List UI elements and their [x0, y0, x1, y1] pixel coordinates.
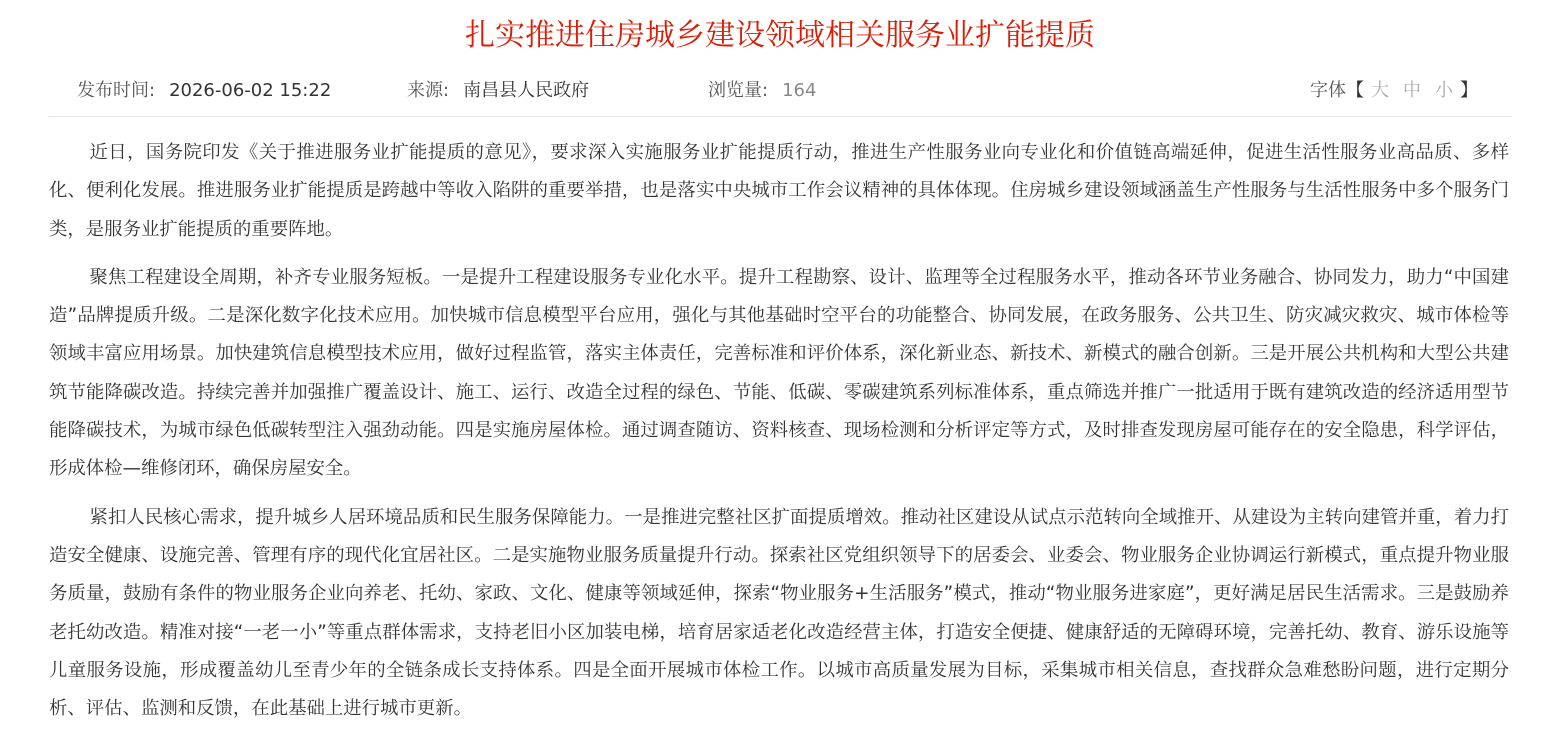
views-label: 浏览量: [708, 80, 769, 101]
article-meta [49, 76, 1512, 117]
font-size-small-button[interactable]: 小 [1435, 80, 1453, 101]
publish-time: 2026-06-02 15:22 [169, 80, 332, 101]
bracket-close: 】 [1460, 80, 1478, 101]
article-title: 扎实推进住房城乡建设领域相关服务业扩能提质 [465, 18, 1095, 53]
source-label: 来源: [407, 80, 450, 101]
bracket-open: 【 [1346, 80, 1364, 101]
font-size-large-button[interactable]: 大 [1371, 80, 1389, 101]
views-count: 164 [782, 80, 817, 101]
font-size-switcher [1310, 76, 1478, 106]
article-content [49, 134, 1509, 738]
paragraph: 近日，国务院印发《关于推进服务业扩能提质的意见》，要求深入实施服务业扩能提质行动，推进生产性服务业向专业化和价值链高端延伸，促进生活性服务业高品质、多样化、便利化发展。推进服务业扩能提质是跨越中等收入陷阱的重要举措，也是落实中央城市工作会议精神的具体体现。住房城乡建设领域涵盖生产性服务与生活性服务中多个服务门类，是服务业扩能提质的重要阵地。 [49, 142, 1509, 240]
views-info [708, 76, 816, 106]
source-value: 南昌县人民政府 [463, 80, 590, 101]
paragraph: 聚焦工程建设全周期，补齐专业服务短板。一是提升工程建设服务专业化水平。提升工程勘察、设计、监理等全过程服务水平，推动各环节业务融合、协同发力，助力“中国建造”品牌提质升级。二是深化数字化技术应用。加快城市信息模型平台应用，强化与其他基础时空平台的功能整合、协同发展，在政务服务、公共卫生、防灾减灾救灾、城市体检等领域丰富应用场景。加快建筑信息模型技术应用，做好过程监管，落实主体责任，完善标准和评价体系，深化新业态、新技术、新模式的融合创新。三是开展公共机构和大型公共建筑节能降碳改造。持续完善并加强推广覆盖设计、施工、运行、改造全过程的绿色、节能、低碳、零碳建筑系列标准体系，重点筛选并推广一批适用于既有建筑改造的经济适用型节能降碳技术，为城市绿色低碳转型注入强劲动能。四是实施房屋体检。通过调查随访、资料核查、现场检测和分析评定等方式，及时排查发现房屋可能存在的安全隐患，科学评估，形成体检—维修闭环，确保房屋安全。 [49, 266, 1509, 480]
font-size-medium-button[interactable]: 中 [1403, 80, 1421, 101]
publish-label: 发布时间: [77, 80, 156, 101]
paragraph: 紧扣人民核心需求，提升城乡人居环境品质和民生服务保障能力。一是推进完整社区扩面提质增效。推动社区建设从试点示范转向全域推开、从建设为主转向建管并重，着力打造安全健康、设施完善、管理有序的现代化宜居社区。二是实施物业服务质量提升行动。探索社区党组织领导下的居委会、业委会、物业服务企业协调运行新模式，重点提升物业服务质量，鼓励有条件的物业服务企业向养老、托幼、家政、文化、健康等领域延伸，探索“物业服务+生活服务”模式，推动“物业服务进家庭”，更好满足居民生活需求。三是鼓励养老托幼改造。精准对接“一老一小”等重点群体需求，支持老旧小区加装电梯，培育居家适老化改造经营主体，打造安全便捷、健康舒适的无障碍环境，完善托幼、教育、游乐设施等儿童服务设施，形成覆盖幼儿至青少年的全链条成长支持体系。四是全面开展城市体检工作。以城市高质量发展为目标，采集城市相关信息，查找群众急难愁盼问题，进行定期分析、评估、监测和反馈，在此基础上进行城市更新。 [49, 506, 1509, 720]
source-info [407, 76, 589, 106]
font-size-label: 字体 [1310, 80, 1346, 101]
publish-info [77, 76, 331, 106]
